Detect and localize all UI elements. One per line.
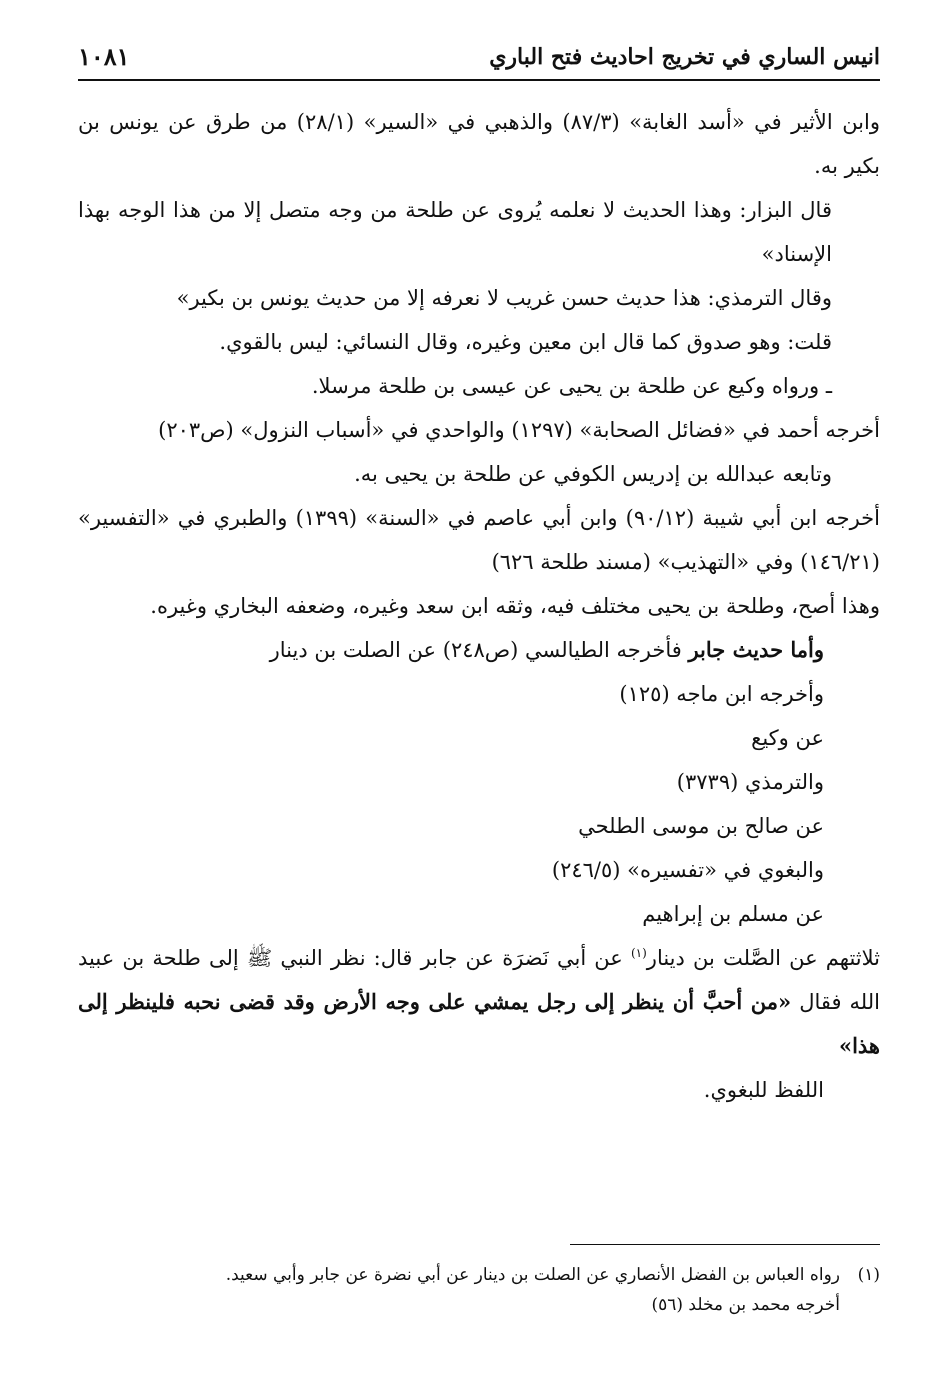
paragraph: وقال الترمذي: هذا حديث حسن غريب لا نعرفه إلا من حديث يونس بن بكير» xyxy=(176,286,832,310)
footnote-text: رواه العباس بن الفضل الأنصاري عن الصلت بن دينار عن أبي نضرة عن جابر وأبي سعيد. xyxy=(225,1265,840,1285)
hadith-quote: «من أحبَّ أن ينظر إلى رجل يمشي على وجه الأرض وقد قضى نحبه فلينظر إلى هذا» xyxy=(78,989,880,1058)
list-item: عن صالح بن موسى الطلحي xyxy=(578,814,824,838)
list-item: والترمذي (٣٧٣٩) xyxy=(676,770,824,794)
main-text xyxy=(78,100,880,1112)
paragraph: ـ ورواه وكيع عن طلحة بن يحيى عن عيسى بن طلحة مرسلا. xyxy=(311,374,832,398)
page-header xyxy=(78,40,880,80)
paragraph: قلت: وهو صدوق كما قال ابن معين وغيره، وقال النسائي: ليس بالقوي. xyxy=(219,330,832,354)
list-item: وأخرجه ابن ماجه (١٢٥) xyxy=(619,682,824,706)
footnote-reference: (١) xyxy=(630,946,647,960)
list-item: عن مسلم بن إبراهيم xyxy=(642,902,824,926)
footnote xyxy=(78,1260,880,1320)
section-lead: وأما حديث جابر xyxy=(688,637,824,662)
footnote-text: أخرجه محمد بن مخلد (٥٦) xyxy=(651,1295,840,1315)
paragraph: وابن الأثير في «أسد الغابة» (٨٧/٣) والذهبي في «السير» (٢٨/١) من طرق عن يونس بن بكير به. xyxy=(78,110,881,178)
footnote-number: (١) xyxy=(857,1265,880,1285)
paragraph xyxy=(78,936,880,1068)
paragraph: أخرجه ابن أبي شيبة (٩٠/١٢) وابن أبي عاصم في «السنة» (١٣٩٩) والطبري في «التفسير» (١٤٦/٢١) وفي «التهذيب» (مسند طلحة ٦٢٦) xyxy=(78,506,880,574)
page-number: ١٠٨١ xyxy=(78,42,130,71)
footnote-rule xyxy=(570,1244,880,1245)
paragraph-text: ثلاثتهم عن الصَّلت بن دينار xyxy=(646,946,880,970)
header-rule xyxy=(78,79,880,81)
paragraph: وهذا أصح، وطلحة بن يحيى مختلف فيه، وثقه ابن سعد وغيره، وضعفه البخاري وغيره. xyxy=(150,594,880,618)
footnote-line xyxy=(78,1260,880,1290)
paragraph-text: عن أبي نَضرَة عن جابر قال: نظر النبي ﷺ إلى طلحة بن عبيد الله فقال xyxy=(78,946,880,1014)
list-item: عن وكيع xyxy=(751,726,824,750)
paragraph: اللفظ للبغوي. xyxy=(703,1078,824,1102)
list-item: والبغوي في «تفسيره» (٢٤٦/٥) xyxy=(551,858,824,882)
paragraph: قال البزار: وهذا الحديث لا نعلمه يُروى عن طلحة من وجه متصل إلا من هذا الوجه بهذا الإسناد» xyxy=(78,198,832,266)
paragraph xyxy=(78,628,880,672)
paragraph: وتابعه عبدالله بن إدريس الكوفي عن طلحة بن يحيى به. xyxy=(354,462,832,486)
running-title: انيس الساري في تخريج احاديث فتح الباري xyxy=(489,44,880,70)
paragraph: أخرجه أحمد في «فضائل الصحابة» (١٢٩٧) والواحدي في «أسباب النزول» (ص٢٠٣) xyxy=(158,418,880,442)
paragraph-text: فأخرجه الطيالسي (ص٢٤٨) عن الصلت بن دينار xyxy=(269,638,689,662)
